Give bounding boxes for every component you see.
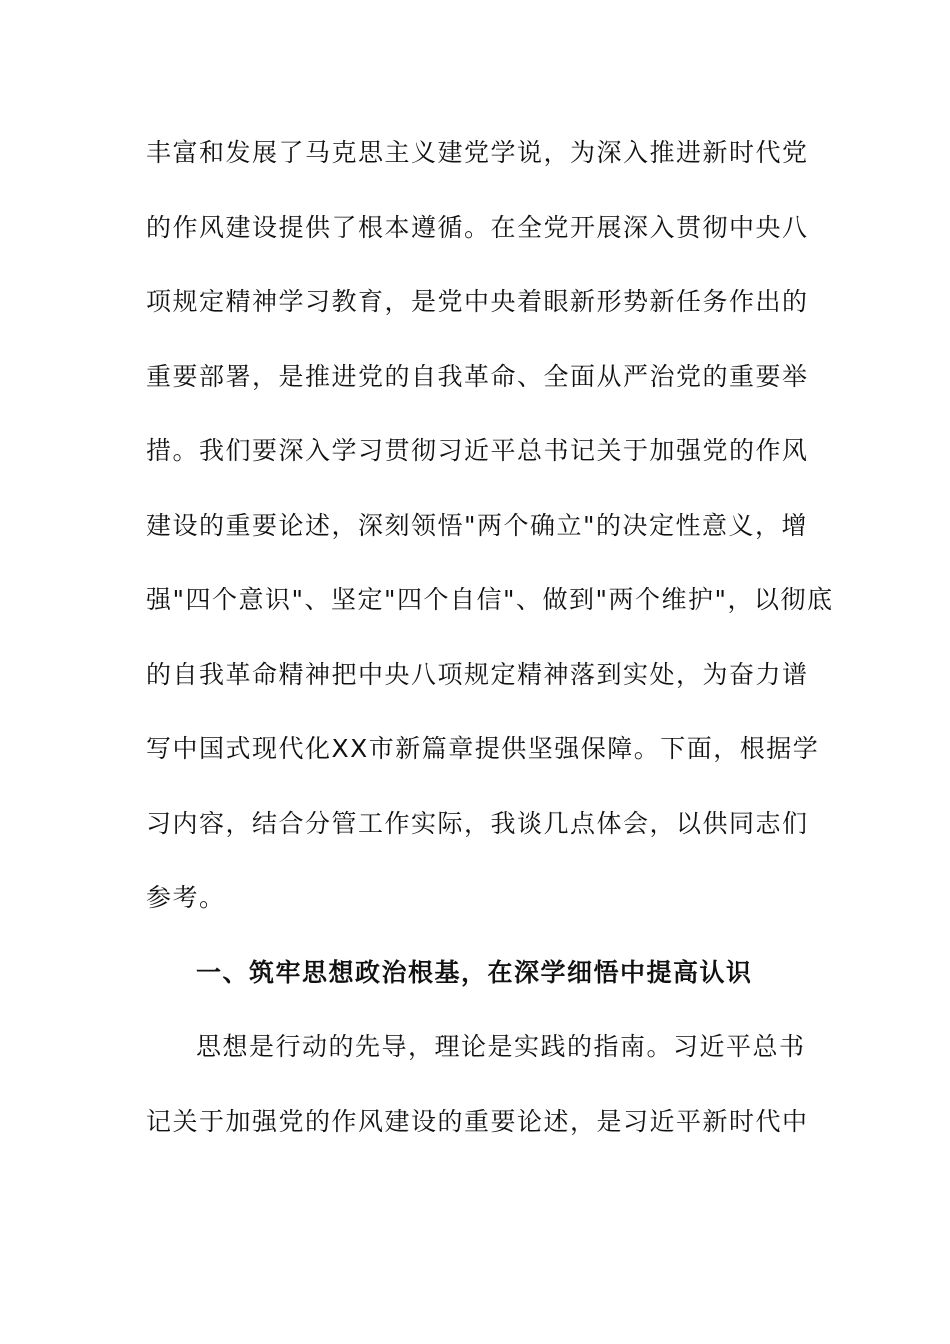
paragraph-line: 习内容，结合分管工作实际，我谈几点体会，以供同志们 xyxy=(146,808,809,838)
section-heading: 一、筑牢思想政治根基，在深学细悟中提高认识 xyxy=(196,957,753,987)
paragraph-line: 思想是行动的先导，理论是实践的指南。习近平总书 xyxy=(196,1032,806,1061)
paragraph-line: 建设的重要论述，深刻领悟"两个确立"的决定性意义，增 xyxy=(146,510,809,540)
document-body xyxy=(146,131,834,1174)
paragraph-line: 丰富和发展了马克思主义建党学说，为深入推进新时代党 xyxy=(146,138,809,167)
paragraph-line: 参考。 xyxy=(146,883,226,912)
paragraph-line: 重要部署，是推进党的自我革命、全面从严治党的重要举 xyxy=(146,361,809,391)
paragraph-line: 措。我们要深入学习贯彻习近平总书记关于加强党的作风 xyxy=(146,436,809,465)
paragraph-line: 强"四个意识"、坚定"四个自信"、做到"两个维护"，以彻底 xyxy=(146,585,834,614)
paragraph-line: 写中国式现代化XX市新篇章提供坚强保障。下面，根据学 xyxy=(146,734,820,763)
paragraph-line: 的作风建设提供了根本遵循。在全党开展深入贯彻中央八 xyxy=(146,212,809,242)
paragraph-line: 的自我革命精神把中央八项规定精神落到实处，为奋力谱 xyxy=(146,659,809,689)
paragraph-line: 项规定精神学习教育，是党中央着眼新形势新任务作出的 xyxy=(146,287,809,316)
paragraph-line: 记关于加强党的作风建设的重要论述，是习近平新时代中 xyxy=(146,1106,809,1136)
